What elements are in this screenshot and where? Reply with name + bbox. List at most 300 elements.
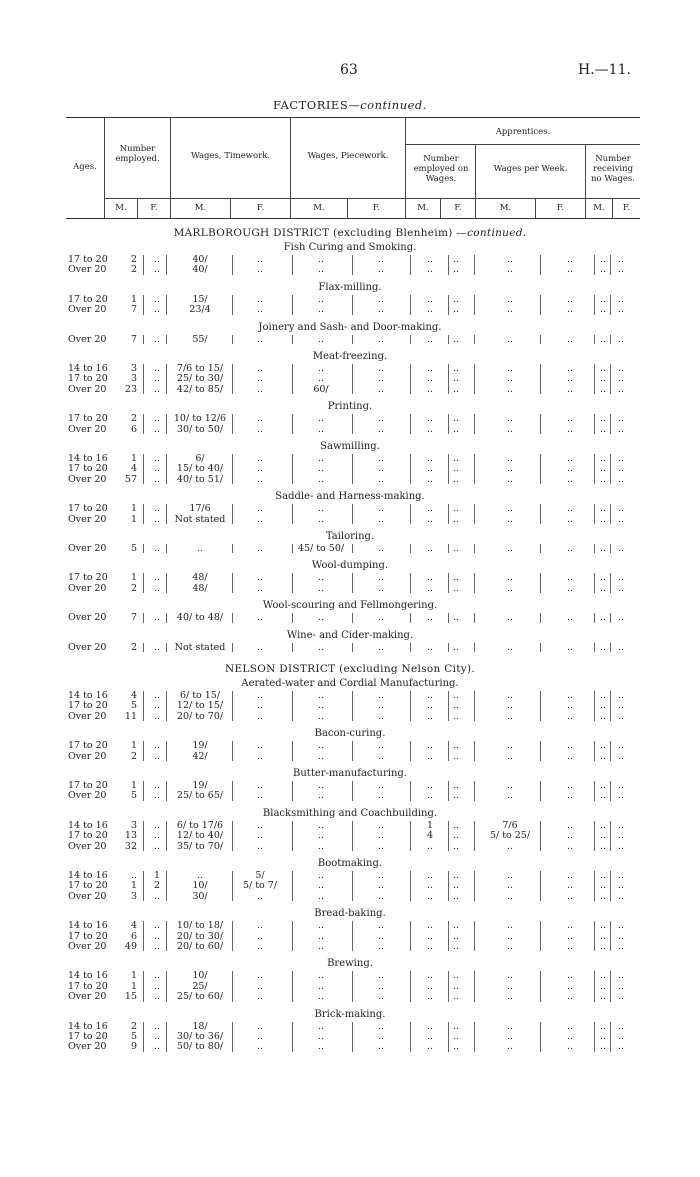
cell-pm: .. (317, 790, 325, 802)
cell-m: 2 (130, 413, 137, 425)
cell-pm: .. (317, 840, 325, 852)
cell-af: .. (452, 413, 460, 425)
cell-wm: 35/ to 70/ (176, 840, 224, 852)
cell-wm: 25/ to 65/ (176, 790, 224, 802)
cell-pf: .. (377, 980, 385, 992)
cell-pm: .. (317, 453, 325, 464)
cell-nm: .. (599, 463, 607, 475)
cell-pf: .. (377, 700, 385, 712)
cell-f: .. (154, 890, 161, 902)
cell-m: 1 (130, 503, 137, 515)
cell-f: .. (154, 819, 161, 831)
cell-f: .. (154, 413, 161, 425)
cell-af: .. (452, 819, 460, 831)
cell-m: 1 (130, 740, 137, 752)
cell-wpf: .. (566, 293, 574, 305)
cell-am: .. (426, 304, 434, 316)
cell-pm: .. (317, 1031, 325, 1042)
cell-f: .. (154, 750, 161, 762)
cell-wpf: .. (566, 991, 574, 1003)
cell-wm: 10/ to 12/6 (173, 413, 227, 425)
cell-wpf: .. (566, 890, 574, 902)
cell-wpm: .. (506, 750, 514, 762)
cell-pm: .. (317, 572, 325, 584)
cell-m: 1 (130, 780, 137, 791)
cell-age: 14 to 16 (68, 920, 108, 932)
cell-nf: .. (617, 840, 625, 852)
cell-nm: .. (599, 254, 607, 265)
cell-m: 3 (130, 373, 137, 385)
cell-pf: .. (377, 970, 385, 982)
cell-nm: .. (599, 930, 607, 942)
col-wages-piecework: Wages, Piecework. (307, 151, 389, 161)
cell-wpf: .. (566, 543, 574, 554)
cell-wpm: .. (506, 453, 514, 464)
cell-nm: .. (599, 780, 607, 791)
cell-wpm: .. (506, 612, 514, 624)
cell-f: .. (154, 1041, 161, 1053)
cell-af: .. (452, 980, 460, 992)
cell-pm: .. (317, 819, 325, 831)
cell-nf: .. (617, 572, 625, 584)
cell-nm: .. (599, 840, 607, 852)
cell-wf: .. (256, 513, 264, 525)
cell-pm: .. (317, 1020, 325, 1032)
cell-wpf: .. (566, 970, 574, 982)
cell-wm: 48/ (192, 582, 208, 594)
cell-nm: .. (599, 1020, 607, 1032)
cell-m: 1 (130, 970, 137, 982)
cell-nf: .. (617, 463, 625, 475)
cell-wf: .. (256, 750, 264, 762)
industry-heading: Butter-manufacturing. (293, 768, 407, 779)
sub-m: M. (499, 203, 512, 213)
cell-nm: .. (599, 819, 607, 831)
cell-m: 7 (130, 304, 137, 316)
cell-pf: .. (377, 830, 385, 842)
cell-wpf: .. (566, 880, 574, 892)
cell-wpf: .. (566, 463, 574, 475)
cell-age: 17 to 20 (68, 463, 108, 475)
cell-af: .. (452, 780, 460, 791)
cell-wpm: .. (506, 463, 514, 475)
cell-nm: .. (599, 373, 607, 385)
cell-af: .. (452, 293, 460, 305)
cell-f: .. (154, 780, 161, 791)
district-name: MARLBOROUGH DISTRICT (excluding Blenheim) (173, 227, 453, 239)
cell-pf: .. (377, 513, 385, 525)
cell-f: .. (154, 293, 161, 305)
column-rules (0, 971, 700, 1001)
cell-nm: .. (599, 920, 607, 932)
cell-pf: .. (377, 941, 385, 952)
cell-wf: .. (256, 941, 264, 952)
cell-nf: .. (617, 930, 625, 942)
cell-af: .. (452, 503, 460, 515)
cell-age: 17 to 20 (68, 254, 108, 265)
cell-m: 4 (130, 920, 137, 932)
cell-nf: .. (617, 513, 625, 525)
cell-nm: .. (599, 970, 607, 982)
cell-age: 17 to 20 (68, 740, 108, 752)
cell-wf: .. (256, 453, 264, 464)
cell-wpm: .. (506, 1041, 514, 1053)
cell-m: 2 (130, 1020, 137, 1032)
cell-am: .. (426, 1041, 434, 1053)
cell-wf: .. (256, 819, 264, 831)
cell-nm: .. (599, 980, 607, 992)
cell-nm: .. (599, 503, 607, 515)
cell-age: Over 20 (68, 1041, 107, 1053)
cell-wpf: .. (566, 780, 574, 791)
cell-age: 14 to 16 (68, 690, 108, 701)
cell-wf: .. (256, 690, 264, 701)
cell-wm: 12/ to 40/ (176, 830, 224, 842)
cell-wpm: .. (506, 710, 514, 722)
cell-wf: .. (256, 991, 264, 1003)
cell-m: 2 (130, 254, 137, 265)
industry-heading: Flax-milling. (318, 281, 382, 293)
cell-wm: 12/ to 15/ (176, 700, 224, 712)
district-continued: —continued. (452, 227, 527, 239)
cell-nf: .. (617, 819, 625, 831)
cell-af: .. (452, 920, 460, 932)
cell-m: 15 (124, 991, 137, 1003)
col-apprentices: Apprentices. (495, 127, 551, 137)
cell-wf: .. (256, 890, 264, 902)
cell-age: Over 20 (68, 840, 107, 852)
cell-wpf: .. (566, 710, 574, 722)
cell-am: .. (426, 572, 434, 584)
cell-nm: .. (599, 413, 607, 425)
cell-pf: .. (377, 1031, 385, 1042)
column-rules (0, 335, 700, 344)
cell-age: 17 to 20 (68, 572, 108, 584)
cell-pm: .. (317, 870, 325, 881)
cell-nm: .. (599, 582, 607, 594)
cell-wf: .. (256, 423, 264, 435)
cell-wm: 40/ to 51/ (176, 473, 224, 485)
cell-wm: 25/ (192, 980, 208, 992)
cell-pm: .. (317, 463, 325, 475)
cell-wpf: .. (566, 383, 574, 395)
cell-nf: .. (617, 333, 625, 345)
cell-wpf: .. (566, 700, 574, 712)
cell-af: .. (452, 830, 460, 842)
cell-wpm: .. (506, 572, 514, 584)
cell-wf: .. (256, 254, 264, 265)
page-number: 63 (340, 62, 358, 78)
table-header (66, 117, 640, 219)
cell-wm: 19/ (192, 740, 208, 752)
cell-f: .. (154, 991, 161, 1003)
cell-age: Over 20 (68, 473, 107, 485)
cell-am: .. (426, 473, 434, 485)
cell-wf: .. (256, 264, 264, 276)
cell-wm: 19/ (192, 780, 208, 791)
cell-am: .. (426, 941, 434, 952)
cell-am: .. (426, 991, 434, 1003)
column-rules (0, 643, 700, 652)
cell-pf: .. (377, 819, 385, 831)
column-rules (0, 454, 700, 484)
cell-pm: .. (317, 413, 325, 425)
cell-am: .. (426, 790, 434, 802)
cell-wm: Not stated (174, 513, 226, 525)
cell-age: Over 20 (68, 612, 107, 624)
cell-wpm: .. (506, 780, 514, 791)
cell-wm: 15/ to 40/ (176, 463, 224, 475)
cell-nm: .. (599, 790, 607, 802)
industry-heading: Brewing. (327, 958, 373, 970)
cell-age: 14 to 16 (68, 363, 108, 374)
col-apprentices-number: Number employed on Wages. (413, 154, 469, 184)
cell-pm: .. (317, 264, 325, 276)
cell-wpm: .. (506, 920, 514, 932)
cell-wf: .. (256, 980, 264, 992)
cell-f: .. (154, 690, 161, 701)
cell-wpm: .. (506, 991, 514, 1003)
cell-wpf: .. (566, 930, 574, 942)
cell-age: Over 20 (68, 333, 107, 345)
cell-wpf: .. (566, 920, 574, 932)
cell-wpf: .. (566, 980, 574, 992)
cell-nm: .. (599, 890, 607, 902)
cell-wpm: .. (506, 383, 514, 395)
cell-wm: 6/ to 15/ (179, 690, 221, 701)
column-rules (0, 544, 700, 553)
cell-wpm: .. (506, 363, 514, 374)
industry-heading: Blacksmithing and Coachbuilding. (262, 807, 438, 819)
cell-pf: .. (377, 780, 385, 791)
cell-pm: .. (317, 991, 325, 1003)
cell-age: Over 20 (68, 641, 107, 653)
cell-nm: .. (599, 293, 607, 305)
cell-f: .. (154, 373, 161, 385)
cell-wpm: .. (506, 690, 514, 701)
cell-age: 17 to 20 (68, 700, 108, 712)
cell-pm: .. (317, 513, 325, 525)
cell-am: .. (426, 413, 434, 425)
cell-age: 17 to 20 (68, 930, 108, 942)
cell-pf: .. (377, 750, 385, 762)
cell-wf: .. (256, 1031, 264, 1042)
sub-f: F. (372, 203, 381, 213)
cell-af: .. (452, 1041, 460, 1053)
cell-wf: .. (256, 543, 264, 554)
cell-wpm: .. (506, 304, 514, 316)
cell-nm: .. (599, 453, 607, 464)
cell-m: 6 (130, 423, 137, 435)
column-rules (0, 741, 700, 761)
cell-wpf: .. (566, 453, 574, 464)
cell-pm: .. (317, 710, 325, 722)
column-rules (0, 295, 700, 315)
title-continued: continued. (360, 98, 427, 112)
cell-f: .. (154, 840, 161, 852)
district-heading (0, 663, 700, 675)
cell-wpm: .. (506, 293, 514, 305)
cell-wm: 25/ to 30/ (176, 373, 224, 385)
cell-wf: .. (256, 333, 264, 345)
cell-m: 1 (130, 880, 137, 892)
column-rules (0, 364, 700, 394)
cell-age: Over 20 (68, 582, 107, 594)
industry-heading: Printing. (327, 401, 373, 413)
cell-wpf: .. (566, 304, 574, 316)
cell-am: .. (426, 710, 434, 722)
cell-age: 17 to 20 (68, 880, 108, 892)
cell-nm: .. (599, 264, 607, 276)
cell-m: 57 (124, 473, 137, 485)
industry-heading: Saddle- and Harness-making. (275, 491, 425, 503)
cell-am: .. (426, 750, 434, 762)
col-wages-per-week: Wages per Week. (493, 164, 568, 174)
cell-wpm: .. (506, 641, 514, 653)
cell-pf: .. (377, 1041, 385, 1053)
cell-wpf: .. (566, 333, 574, 345)
cell-f: .. (154, 543, 161, 554)
cell-wpm: .. (506, 930, 514, 942)
cell-m: 1 (130, 293, 137, 305)
cell-wpm: .. (506, 740, 514, 752)
col-no-wages: Number receiving no Wages. (591, 154, 635, 184)
cell-wf: .. (256, 304, 264, 316)
cell-af: .. (452, 264, 460, 276)
cell-age: 17 to 20 (68, 503, 108, 515)
cell-pm: .. (317, 423, 325, 435)
cell-nm: .. (599, 572, 607, 584)
cell-am: .. (426, 880, 434, 892)
cell-wpm: .. (506, 254, 514, 265)
cell-pm: 45/ to 50/ (297, 543, 345, 554)
cell-nf: .. (617, 641, 625, 653)
cell-pf: .. (377, 264, 385, 276)
cell-wm: 42/ (192, 750, 208, 762)
column-rules (0, 414, 700, 434)
cell-wm: Not stated (174, 641, 226, 653)
cell-af: .. (452, 880, 460, 892)
cell-pf: .. (377, 543, 385, 554)
cell-nf: .. (617, 373, 625, 385)
cell-af: .. (452, 890, 460, 902)
cell-af: .. (452, 991, 460, 1003)
cell-wpm: .. (506, 970, 514, 982)
cell-am: .. (426, 690, 434, 701)
cell-nf: .. (617, 970, 625, 982)
sub-m: M. (593, 203, 605, 213)
cell-f: .. (154, 503, 161, 515)
cell-m: 5 (130, 790, 137, 802)
cell-f: .. (154, 970, 161, 982)
cell-wf: .. (256, 413, 264, 425)
cell-wpf: .. (566, 1041, 574, 1053)
cell-am: .. (426, 333, 434, 345)
cell-am: .. (426, 264, 434, 276)
title-main: FACTORIES— (273, 98, 361, 112)
cell-wpm: 5/ to 25/ (489, 830, 531, 842)
cell-wpf: .. (566, 413, 574, 425)
cell-f: 2 (154, 880, 161, 892)
cell-wpm: .. (506, 543, 514, 554)
cell-age: 17 to 20 (68, 293, 108, 305)
cell-nf: .. (617, 920, 625, 932)
cell-wm: 20/ to 30/ (176, 930, 224, 942)
cell-wpm: .. (506, 582, 514, 594)
cell-af: .. (452, 582, 460, 594)
cell-am: 1 (426, 819, 434, 831)
cell-af: .. (452, 700, 460, 712)
sub-m: M. (313, 203, 325, 213)
cell-wpf: .. (566, 870, 574, 881)
cell-m: 2 (130, 641, 137, 653)
cell-wm: 30/ (192, 890, 208, 902)
cell-nf: .. (617, 750, 625, 762)
cell-am: .. (426, 1031, 434, 1042)
cell-f: .. (154, 333, 161, 345)
cell-pm: .. (317, 740, 325, 752)
cell-wf: .. (256, 700, 264, 712)
cell-wpf: .. (566, 582, 574, 594)
cell-wpm: .. (506, 373, 514, 385)
cell-wpm: .. (506, 333, 514, 345)
cell-wf: .. (256, 1020, 264, 1032)
cell-pf: .. (377, 920, 385, 932)
cell-pf: .. (377, 293, 385, 305)
cell-pm: .. (317, 941, 325, 952)
cell-pf: .. (377, 572, 385, 584)
cell-f: .. (154, 463, 161, 475)
cell-m: 5 (130, 700, 137, 712)
cell-f: .. (154, 941, 161, 952)
cell-wpf: .. (566, 373, 574, 385)
cell-nf: .. (617, 710, 625, 722)
cell-wf: .. (256, 970, 264, 982)
cell-wf: 5/ (255, 870, 265, 881)
cell-f: .. (154, 1031, 161, 1042)
column-rules (0, 921, 700, 951)
cell-af: .. (452, 513, 460, 525)
cell-nf: .. (617, 880, 625, 892)
cell-age: Over 20 (68, 383, 107, 395)
cell-wpf: .. (566, 1020, 574, 1032)
cell-pf: .. (377, 790, 385, 802)
cell-af: .. (452, 740, 460, 752)
cell-wpf: .. (566, 513, 574, 525)
cell-nm: .. (599, 870, 607, 881)
cell-am: .. (426, 463, 434, 475)
cell-wf: .. (256, 840, 264, 852)
cell-m: 32 (124, 840, 137, 852)
cell-m: 1 (130, 572, 137, 584)
cell-wpm: .. (506, 1020, 514, 1032)
cell-m: 49 (124, 941, 137, 952)
cell-f: .. (154, 612, 161, 624)
cell-nf: .. (617, 304, 625, 316)
cell-nm: .. (599, 513, 607, 525)
cell-m: 4 (130, 463, 137, 475)
cell-m: 11 (124, 710, 137, 722)
cell-wf: .. (256, 920, 264, 932)
cell-wpm: .. (506, 700, 514, 712)
cell-pf: .. (377, 930, 385, 942)
cell-af: .. (452, 941, 460, 952)
cell-pf: .. (377, 890, 385, 902)
cell-wm: 10/ to 18/ (176, 920, 224, 932)
cell-pm: .. (317, 293, 325, 305)
cell-pf: .. (377, 423, 385, 435)
cell-f: .. (154, 641, 161, 653)
